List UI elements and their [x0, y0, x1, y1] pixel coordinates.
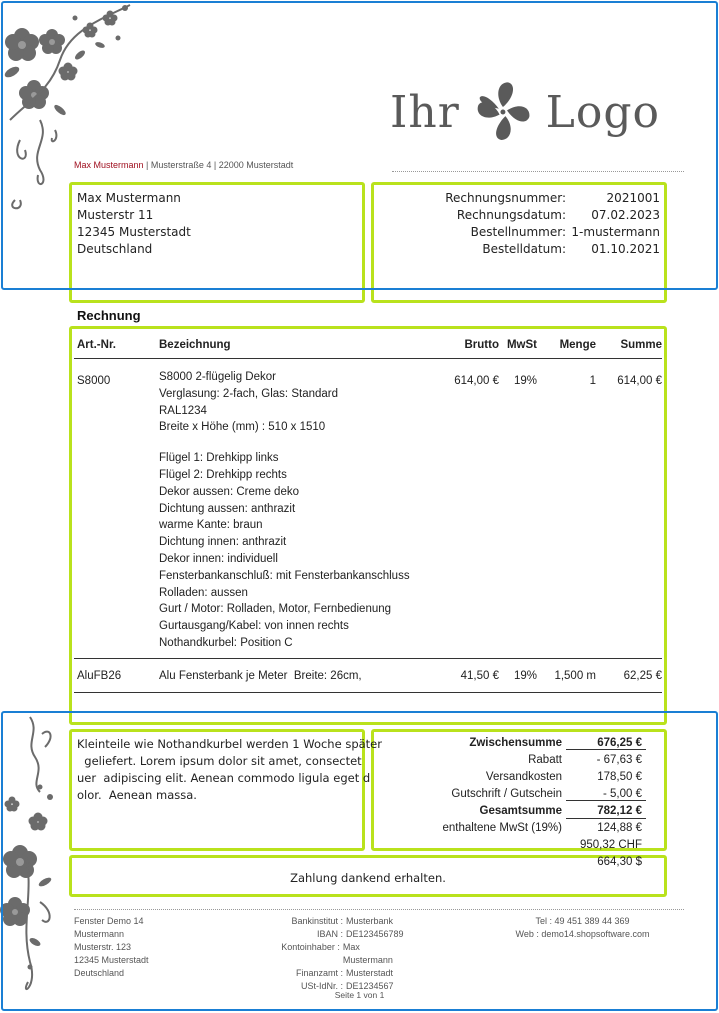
- footer-bank-value: DE1234567: [346, 981, 394, 991]
- cell-mwst: 19%: [513, 669, 537, 682]
- footer-phone: Tel : 49 451 389 44 369: [535, 916, 630, 926]
- included-vat-label: enthaltene MwSt (19%): [442, 821, 562, 834]
- sender-name: Max Mustermann: [74, 160, 144, 170]
- desc-line: Verglasung: 2-fach, Glas: Standard: [159, 387, 338, 400]
- document-title: Rechnung: [77, 308, 141, 323]
- discount-value: - 67,63 €: [596, 753, 642, 766]
- meta-value: 2021001: [606, 191, 660, 205]
- shipping-row: [376, 768, 648, 785]
- cell-menge: 1,500 m: [554, 669, 596, 682]
- header-divider: [392, 171, 684, 172]
- cell-menge: 1: [589, 375, 596, 387]
- footer-company-line: Deutschland: [74, 968, 125, 978]
- desc-line: Nothandkurbel: Position C: [159, 636, 293, 649]
- header-bezeichnung: Bezeichnung: [159, 339, 231, 351]
- recipient-line: 12345 Musterstadt: [77, 225, 191, 239]
- cell-brutto: 41,50 €: [460, 669, 499, 682]
- footer-bank-label: Finanzamt :: [295, 968, 343, 978]
- desc-line: S8000 2-flügelig Dekor: [159, 371, 276, 383]
- desc-line: Flügel 1: Drehkipp links: [159, 452, 279, 465]
- logo-flower-icon: [470, 75, 536, 149]
- recipient-line: Max Mustermann: [77, 191, 181, 205]
- footer-company-line: Fenster Demo 14: [74, 916, 144, 926]
- desc-line: Dekor innen: individuell: [159, 552, 278, 565]
- footer-bank-value: Musterstadt: [346, 968, 394, 978]
- company-logo: [390, 72, 660, 152]
- recipient-line: Deutschland: [77, 242, 153, 256]
- desc-line: RAL1234: [159, 404, 207, 417]
- footer-company-line: Musterstr. 123: [74, 942, 132, 952]
- line-items-table: [74, 332, 662, 693]
- footer-bank-row: [250, 915, 410, 928]
- meta-label: Rechnungsdatum:: [456, 208, 566, 222]
- meta-value: 07.02.2023: [591, 208, 660, 222]
- chf-row: [376, 836, 648, 853]
- table-row: [74, 359, 662, 659]
- cell-summe: 62,25 €: [623, 669, 662, 682]
- footer-bank: [250, 915, 410, 993]
- footer-company-line: Mustermann: [74, 929, 125, 939]
- voucher-label: Gutschrift / Gutschein: [451, 787, 562, 800]
- desc-spacer: [159, 436, 437, 450]
- footer-bank-row: [250, 967, 410, 980]
- subtotal-value: 676,25 €: [597, 736, 642, 749]
- totals-rule: [566, 749, 646, 750]
- header-art-nr: Art.-Nr.: [77, 339, 116, 351]
- cell-bezeichnung: Alu Fensterbank je Meter Breite: 26cm,: [159, 669, 362, 682]
- meta-row-order-date: [376, 241, 660, 258]
- header-menge: Menge: [559, 339, 596, 351]
- footer-bank-label: USt-IdNr. :: [300, 981, 343, 991]
- footer-bank-value: Musterbank: [346, 916, 394, 926]
- payment-note: Zahlung dankend erhalten.: [290, 870, 446, 885]
- totals-rule: [566, 800, 646, 801]
- cell-summe: 614,00 €: [617, 375, 662, 387]
- meta-value: 1-mustermann: [571, 225, 660, 239]
- included-vat-row: [376, 819, 648, 836]
- footer-bank-row: [250, 928, 410, 941]
- table-header: [74, 332, 662, 359]
- page-number: Seite 1 von 1: [334, 990, 385, 1000]
- meta-row-invoice-number: [376, 190, 660, 207]
- invoice-meta: [376, 190, 660, 258]
- header-brutto: Brutto: [464, 339, 499, 351]
- grand-total-label: Gesamtsumme: [479, 804, 562, 817]
- footer-company: [74, 915, 149, 980]
- desc-line: Dichtung aussen: anthrazit: [159, 502, 296, 515]
- total-chf-value: 950,32 CHF: [579, 838, 642, 851]
- meta-label: Bestellnummer:: [470, 225, 566, 239]
- totals-section: [376, 734, 648, 870]
- desc-line: Breite x Höhe (mm) : 510 x 1510: [159, 421, 326, 434]
- cell-brutto: 614,00 €: [454, 375, 499, 387]
- footer-company-line: 12345 Musterstadt: [74, 955, 149, 965]
- recipient-address: [77, 190, 191, 258]
- grand-total-row: [376, 802, 648, 819]
- footer-bank-label: Kontoinhaber :: [281, 942, 340, 952]
- desc-line: Rolladen: aussen: [159, 586, 248, 599]
- total-usd-value: 664,30 $: [597, 855, 642, 868]
- recipient-line: Musterstr 11: [77, 208, 154, 222]
- logo-text-right: Logo: [545, 86, 660, 138]
- voucher-value: - 5,00 €: [603, 787, 642, 800]
- discount-label: Rabatt: [528, 753, 562, 766]
- header-mwst: MwSt: [506, 339, 537, 351]
- cell-art-nr: AluFB26: [77, 669, 122, 682]
- desc-line: Fensterbankanschluß: mit Fensterbankanschluss: [159, 569, 410, 582]
- totals-rule: [566, 818, 646, 819]
- footer-bank-label: Bankinstitut :: [291, 916, 343, 926]
- meta-label: Rechnungsnummer:: [445, 191, 566, 205]
- shipping-value: 178,50 €: [597, 770, 642, 783]
- desc-line: Flügel 2: Drehkipp rechts: [159, 468, 287, 481]
- desc-line: warme Kante: braun: [159, 519, 263, 532]
- footer-contact: [500, 915, 665, 941]
- footer-bank-row: [250, 941, 410, 967]
- subtotal-label: Zwischensumme: [469, 736, 562, 749]
- sender-address: | Musterstraße 4 | 22000 Musterstadt: [143, 160, 294, 170]
- shipping-label: Versandkosten: [485, 770, 562, 783]
- discount-row: [376, 751, 648, 768]
- sender-line: [74, 160, 293, 170]
- desc-line: Dichtung innen: anthrazit: [159, 536, 287, 549]
- footer-divider: [74, 909, 684, 910]
- included-vat-value: 124,88 €: [597, 821, 642, 834]
- invoice-notes: Kleinteile wie Nothandkurbel werden 1 Woche später geliefert. Lorem ipsum dolor sit amet, consectet uer adipiscing elit. Aenean commodo ligula eget d olor. Aenean massa.: [77, 737, 382, 802]
- meta-value: 01.10.2021: [591, 242, 660, 256]
- desc-line: Gurt / Motor: Rolladen, Motor, Fernbedienung: [159, 603, 392, 616]
- floral-ornament-bottom: [0, 712, 65, 1012]
- footer-bank-value: Max Mustermann: [342, 942, 393, 965]
- footer-bank-value: DE123456789: [346, 929, 404, 939]
- footer-bank-label: IBAN :: [316, 929, 343, 939]
- desc-line: Dekor aussen: Creme deko: [159, 485, 299, 498]
- logo-text-left: Ihr: [390, 86, 460, 138]
- footer-website[interactable]: Web : demo14.shopsoftware.com: [515, 929, 650, 939]
- cell-bezeichnung: [159, 369, 437, 658]
- table-row: [74, 659, 662, 693]
- meta-label: Bestelldatum:: [482, 242, 566, 256]
- header-summe: Summe: [620, 339, 662, 351]
- grand-total-value: 782,12 €: [597, 804, 642, 817]
- meta-row-order-number: [376, 224, 660, 241]
- meta-row-invoice-date: [376, 207, 660, 224]
- cell-mwst: 19%: [513, 375, 537, 387]
- desc-line: Gurtausgang/Kabel: von innen rechts: [159, 620, 349, 633]
- cell-art-nr: S8000: [77, 375, 111, 387]
